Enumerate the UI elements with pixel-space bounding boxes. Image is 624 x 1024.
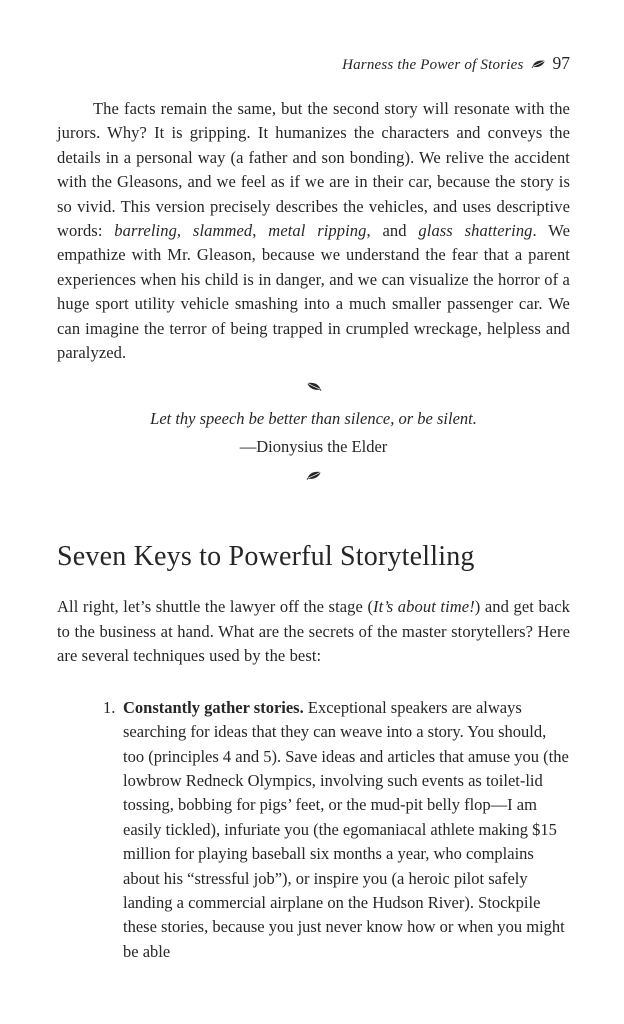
leaf-ornament-icon	[306, 470, 322, 481]
list-item	[57, 696, 570, 964]
paragraph-section-intro: All right, let’s shuttle the lawyer off the stage (It’s about time!) and get back to the business at hand. What are the secrets of the master storytellers? Here are several techniques used by the best:	[57, 597, 570, 666]
leaf-ornament-icon	[306, 381, 322, 392]
running-head	[57, 53, 570, 75]
paragraph-story-analysis: The facts remain the same, but the second story will resonate with the jurors. Why? It is gripping. It humanizes the characters and conveys the details in a personal way (a father and son bonding). We relive the accident with the Gleasons, and we feel as if we are in their car, because the story is so vivid. This version precisely describes the vehicles, and uses descriptive words: barreling, slammed, metal ripping, and glass shattering. We empathize with Mr. Gleason, because we understand the fear that a parent experiences when his child is in danger, and we can visualize the horror of a huge sport utility vehicle smashing into a much smaller passenger car. We can imagine the terror of being trapped in crumpled wreckage, helpless and paralyzed.	[57, 99, 570, 363]
leaf-ornament-icon	[531, 59, 546, 69]
list-item-text: Constantly gather stories. Exceptional speakers are always searching for ideas that they can weave into a story. You should, too (principles 4 and 5). Save ideas and articles that amuse you (the lowbrow Redneck Olympics, involving such events as toilet-lid tossing, bobbing for pigs’ feet, or the mud-pit belly flop—I am easily tickled), infuriate you (the egomaniacal athlete making $15 million for playing baseball six months a year, who complains about his “stressful job”), or inspire you (a heroic pilot safely landing a commercial airplane on the Hudson River). Stockpile these stories, because you just never know how or when you might be able	[123, 697, 569, 961]
page-number: 97	[552, 53, 570, 73]
running-head-title: Harness the Power of Stories	[342, 57, 524, 73]
pull-quote	[57, 379, 570, 486]
section-heading: Seven Keys to Powerful Storytelling	[57, 541, 475, 573]
quote-text: Let thy speech be better than silence, or be silent.	[150, 409, 477, 429]
numbered-list	[57, 696, 570, 964]
quote-attribution: —Dionysius the Elder	[239, 437, 388, 457]
list-item-number: 1.	[103, 697, 116, 717]
